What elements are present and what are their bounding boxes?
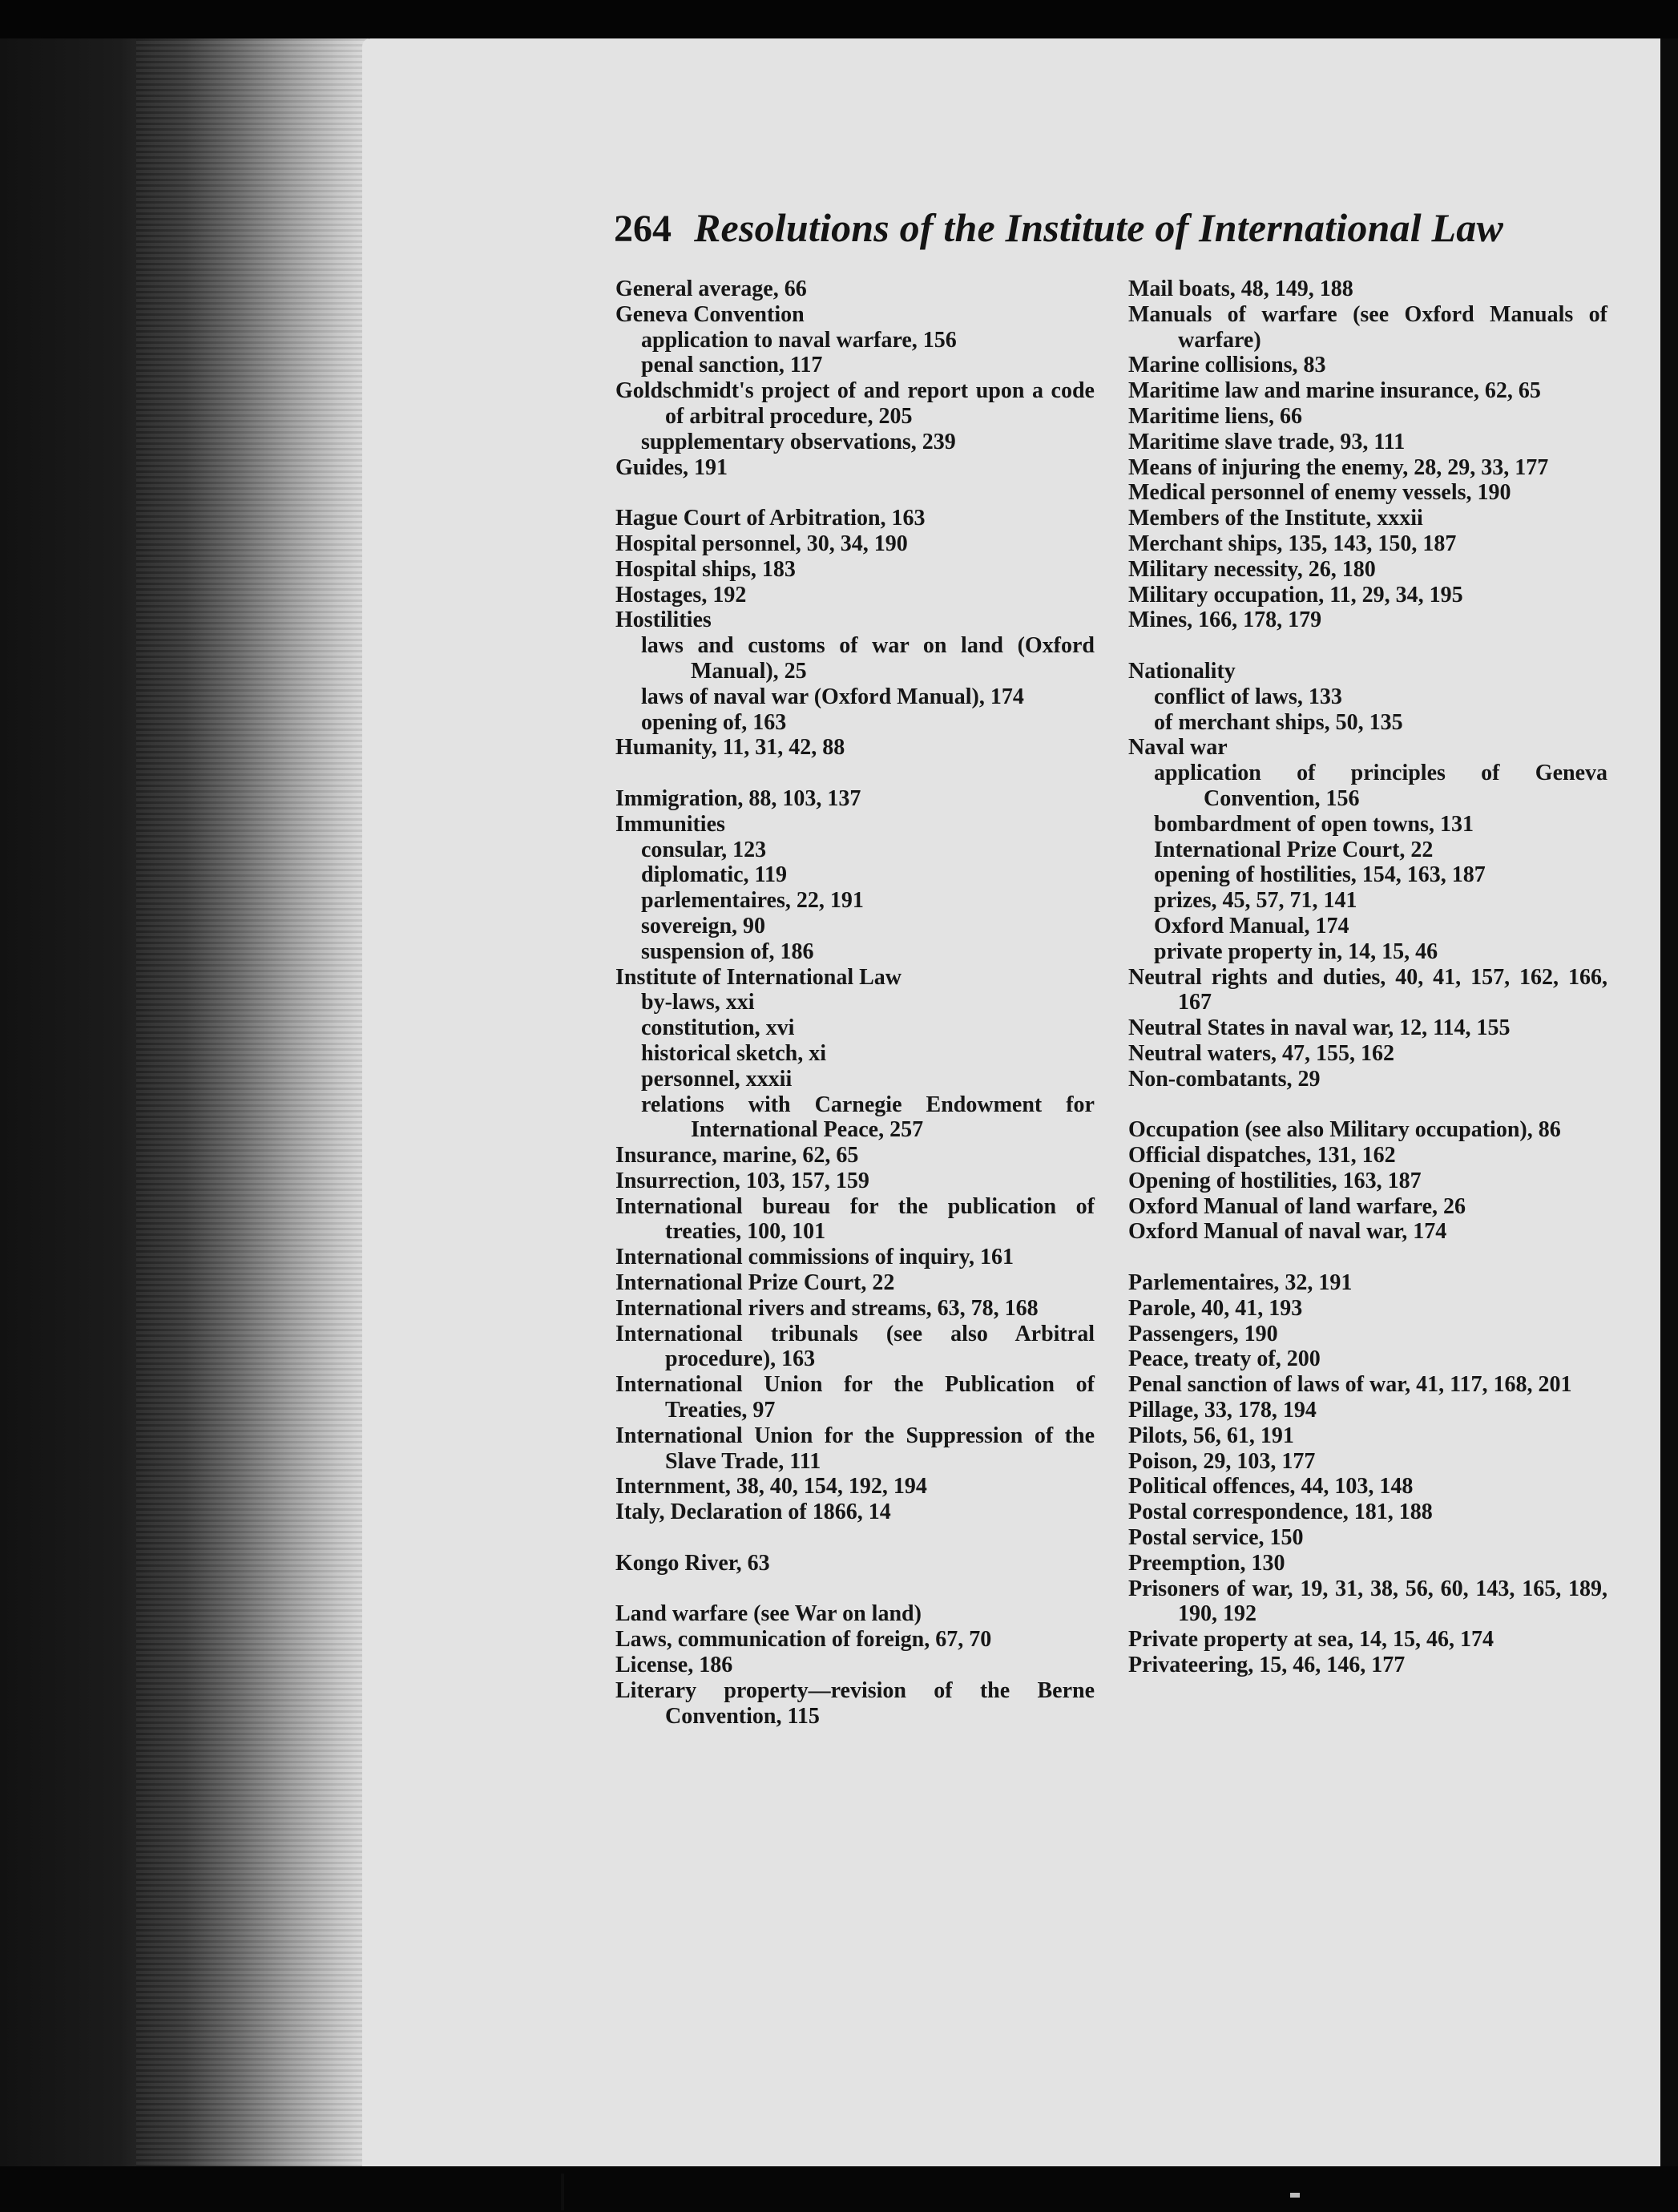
scan-speck [1290, 2193, 1300, 2198]
index-subentry: prizes, 45, 57, 71, 141 [1154, 888, 1357, 914]
scan-bottom-border [0, 2166, 1678, 2212]
section-gap [615, 480, 1095, 506]
index-entry: Neutral States in naval war, 12, 114, 155 [1128, 1015, 1511, 1041]
index-entry: Mail boats, 48, 149, 188 [1128, 276, 1353, 301]
index-entry: Non-combatants, 29 [1128, 1066, 1321, 1092]
index-entry: Preemption, 130 [1128, 1550, 1285, 1576]
index-entry: General average, 66 [615, 276, 807, 301]
index-entry: Penal sanction of laws of war, 41, 117, 168, 201 [1128, 1372, 1572, 1398]
section-gap [615, 1576, 1095, 1602]
index-entry: Prisoners of war, 19, 31, 38, 56, 60, 143, 165, 189, 190, 192 [1128, 1576, 1607, 1627]
index-subentry: historical sketch, xi [641, 1040, 826, 1066]
index-entry: Manuals of warfare (see Oxford Manuals of warfare) [1128, 301, 1607, 353]
index-subentry: Oxford Manual, 174 [1154, 913, 1349, 938]
index-entry: International bureau for the publication of treaties, 100, 101 [615, 1193, 1095, 1245]
index-subentry: opening of, 163 [641, 709, 787, 735]
index-entry: International Union for the Suppression of the Slave Trade, 111 [615, 1423, 1095, 1474]
section-gap [615, 1525, 1095, 1551]
index-entry: Postal correspondence, 181, 188 [1128, 1500, 1433, 1525]
index-entry: Hospital ships, 183 [615, 556, 796, 582]
index-entry: International tribunals (see also Arbitral procedure), 163 [615, 1321, 1095, 1372]
index-entry: Pillage, 33, 178, 194 [1128, 1398, 1317, 1423]
index-entry: Italy, Declaration of 1866, 14 [615, 1500, 891, 1525]
index-entry: International commissions of inquiry, 161 [615, 1245, 1014, 1270]
index-entry: Internment, 38, 40, 154, 192, 194 [615, 1474, 927, 1500]
index-entry: Parlementaires, 32, 191 [1128, 1270, 1353, 1296]
section-gap [1128, 1092, 1607, 1118]
index-entry: Land warfare (see War on land) [615, 1601, 922, 1627]
index-subentry: by-laws, xxi [641, 990, 755, 1015]
index-entry: Private property at sea, 14, 15, 46, 174 [1128, 1627, 1494, 1653]
running-head [614, 204, 1551, 260]
index-entry: Maritime slave trade, 93, 111 [1128, 429, 1406, 454]
index-entry: License, 186 [615, 1653, 733, 1678]
index-entry: Oxford Manual of land warfare, 26 [1128, 1193, 1466, 1219]
index-subentry: application of principles of Geneva Convention, 156 [1154, 761, 1607, 811]
index-entry: Occupation (see also Military occupation), 86 [1128, 1117, 1561, 1143]
index-entry: Insurrection, 103, 157, 159 [615, 1168, 869, 1193]
index-subentry: relations with Carnegie Endowment for International Peace, 257 [641, 1092, 1095, 1143]
index-subentry: conflict of laws, 133 [1154, 684, 1342, 709]
index-subentry: suspension of, 186 [641, 938, 814, 964]
index-entry: Goldschmidt's project of and report upon a code of arbitral procedure, 205 [615, 378, 1095, 429]
index-subentry: bombardment of open towns, 131 [1154, 811, 1474, 837]
index-subentry: of merchant ships, 50, 135 [1154, 709, 1403, 735]
index-entry: Members of the Institute, xxxii [1128, 506, 1423, 531]
index-subentry: laws of naval war (Oxford Manual), 174 [641, 684, 1024, 709]
index-entry: Merchant ships, 135, 143, 150, 187 [1128, 531, 1457, 556]
scan-speck [561, 2174, 564, 2210]
index-entry: Immunities [615, 811, 725, 837]
index-entry: Postal service, 150 [1128, 1525, 1304, 1551]
index-entry: Hague Court of Arbitration, 163 [615, 506, 926, 531]
index-entry: Poison, 29, 103, 177 [1128, 1448, 1316, 1474]
index-entry: Privateering, 15, 46, 146, 177 [1128, 1653, 1406, 1678]
index-entry: Political offences, 44, 103, 148 [1128, 1474, 1414, 1500]
page-number: 264 [614, 208, 672, 250]
index-entry: Geneva Convention [615, 301, 805, 327]
index-entry: International Union for the Publication of Treaties, 97 [615, 1372, 1095, 1423]
index-entry: Institute of International Law [615, 964, 902, 990]
index-entry: Guides, 191 [615, 454, 728, 480]
index-subentry: personnel, xxxii [641, 1066, 793, 1092]
index-entry: Naval war [1128, 735, 1228, 761]
index-subentry: diplomatic, 119 [641, 862, 788, 888]
index-entry: International Prize Court, 22 [615, 1270, 895, 1296]
index-entry: Oxford Manual of naval war, 174 [1128, 1219, 1447, 1245]
index-subentry: consular, 123 [641, 837, 767, 862]
index-entry: Medical personnel of enemy vessels, 190 [1128, 480, 1511, 506]
index-entry: Literary property—revision of the Berne Convention, 115 [615, 1677, 1095, 1729]
section-gap [1128, 633, 1607, 659]
index-entry: Peace, treaty of, 200 [1128, 1346, 1321, 1372]
index-entry: Passengers, 190 [1128, 1321, 1278, 1346]
index-entry: Maritime liens, 66 [1128, 403, 1302, 429]
index-entry: Nationality [1128, 658, 1236, 684]
index-entry: Pilots, 56, 61, 191 [1128, 1423, 1294, 1448]
index-entry: Mines, 166, 178, 179 [1128, 607, 1322, 633]
index-entry: Military occupation, 11, 29, 34, 195 [1128, 582, 1463, 607]
index-entry: Kongo River, 63 [615, 1550, 770, 1576]
index-entry: Hostages, 192 [615, 582, 747, 607]
spine-texture [136, 38, 369, 2212]
index-entry: Humanity, 11, 31, 42, 88 [615, 735, 845, 761]
index-subentry: penal sanction, 117 [641, 353, 823, 378]
index-entry: Neutral rights and duties, 40, 41, 157, 162, 166, 167 [1128, 964, 1607, 1015]
index-entry: Means of injuring the enemy, 28, 29, 33, 177 [1128, 454, 1549, 480]
index-subentry: laws and customs of war on land (Oxford Manual), 25 [641, 633, 1095, 684]
index-entry: Neutral waters, 47, 155, 162 [1128, 1040, 1395, 1066]
index-subentry: application to naval warfare, 156 [641, 327, 957, 353]
index-entry: Military necessity, 26, 180 [1128, 556, 1376, 582]
index-subentry: sovereign, 90 [641, 913, 766, 938]
index-subentry: parlementaires, 22, 191 [641, 888, 864, 914]
index-subentry: supplementary observations, 239 [641, 429, 956, 454]
index-entry: Parole, 40, 41, 193 [1128, 1295, 1303, 1321]
index-entry: Marine collisions, 83 [1128, 353, 1326, 378]
index-entry: Insurance, marine, 62, 65 [615, 1143, 859, 1169]
section-gap [1128, 1245, 1607, 1270]
index-column-right [1128, 276, 1607, 1678]
index-subentry: opening of hostilities, 154, 163, 187 [1154, 862, 1486, 888]
index-entry: Official dispatches, 131, 162 [1128, 1143, 1396, 1169]
index-entry: Maritime law and marine insurance, 62, 65 [1128, 378, 1541, 404]
index-entry: Immigration, 88, 103, 137 [615, 785, 861, 811]
index-subentry: private property in, 14, 15, 46 [1154, 938, 1438, 964]
index-entry: Laws, communication of foreign, 67, 70 [615, 1627, 992, 1653]
index-column-left [615, 276, 1095, 1729]
index-entry: International rivers and streams, 63, 78, 168 [615, 1295, 1039, 1321]
index-entry: Hospital personnel, 30, 34, 190 [615, 531, 908, 556]
index-entry: Opening of hostilities, 163, 187 [1128, 1168, 1422, 1193]
index-entry: Hostilities [615, 607, 712, 633]
index-subentry: International Prize Court, 22 [1154, 837, 1434, 862]
section-gap [615, 761, 1095, 786]
scan-top-border [0, 0, 1678, 38]
index-subentry: constitution, xvi [641, 1015, 795, 1041]
page-title: Resolutions of the Institute of International Law [694, 205, 1504, 250]
